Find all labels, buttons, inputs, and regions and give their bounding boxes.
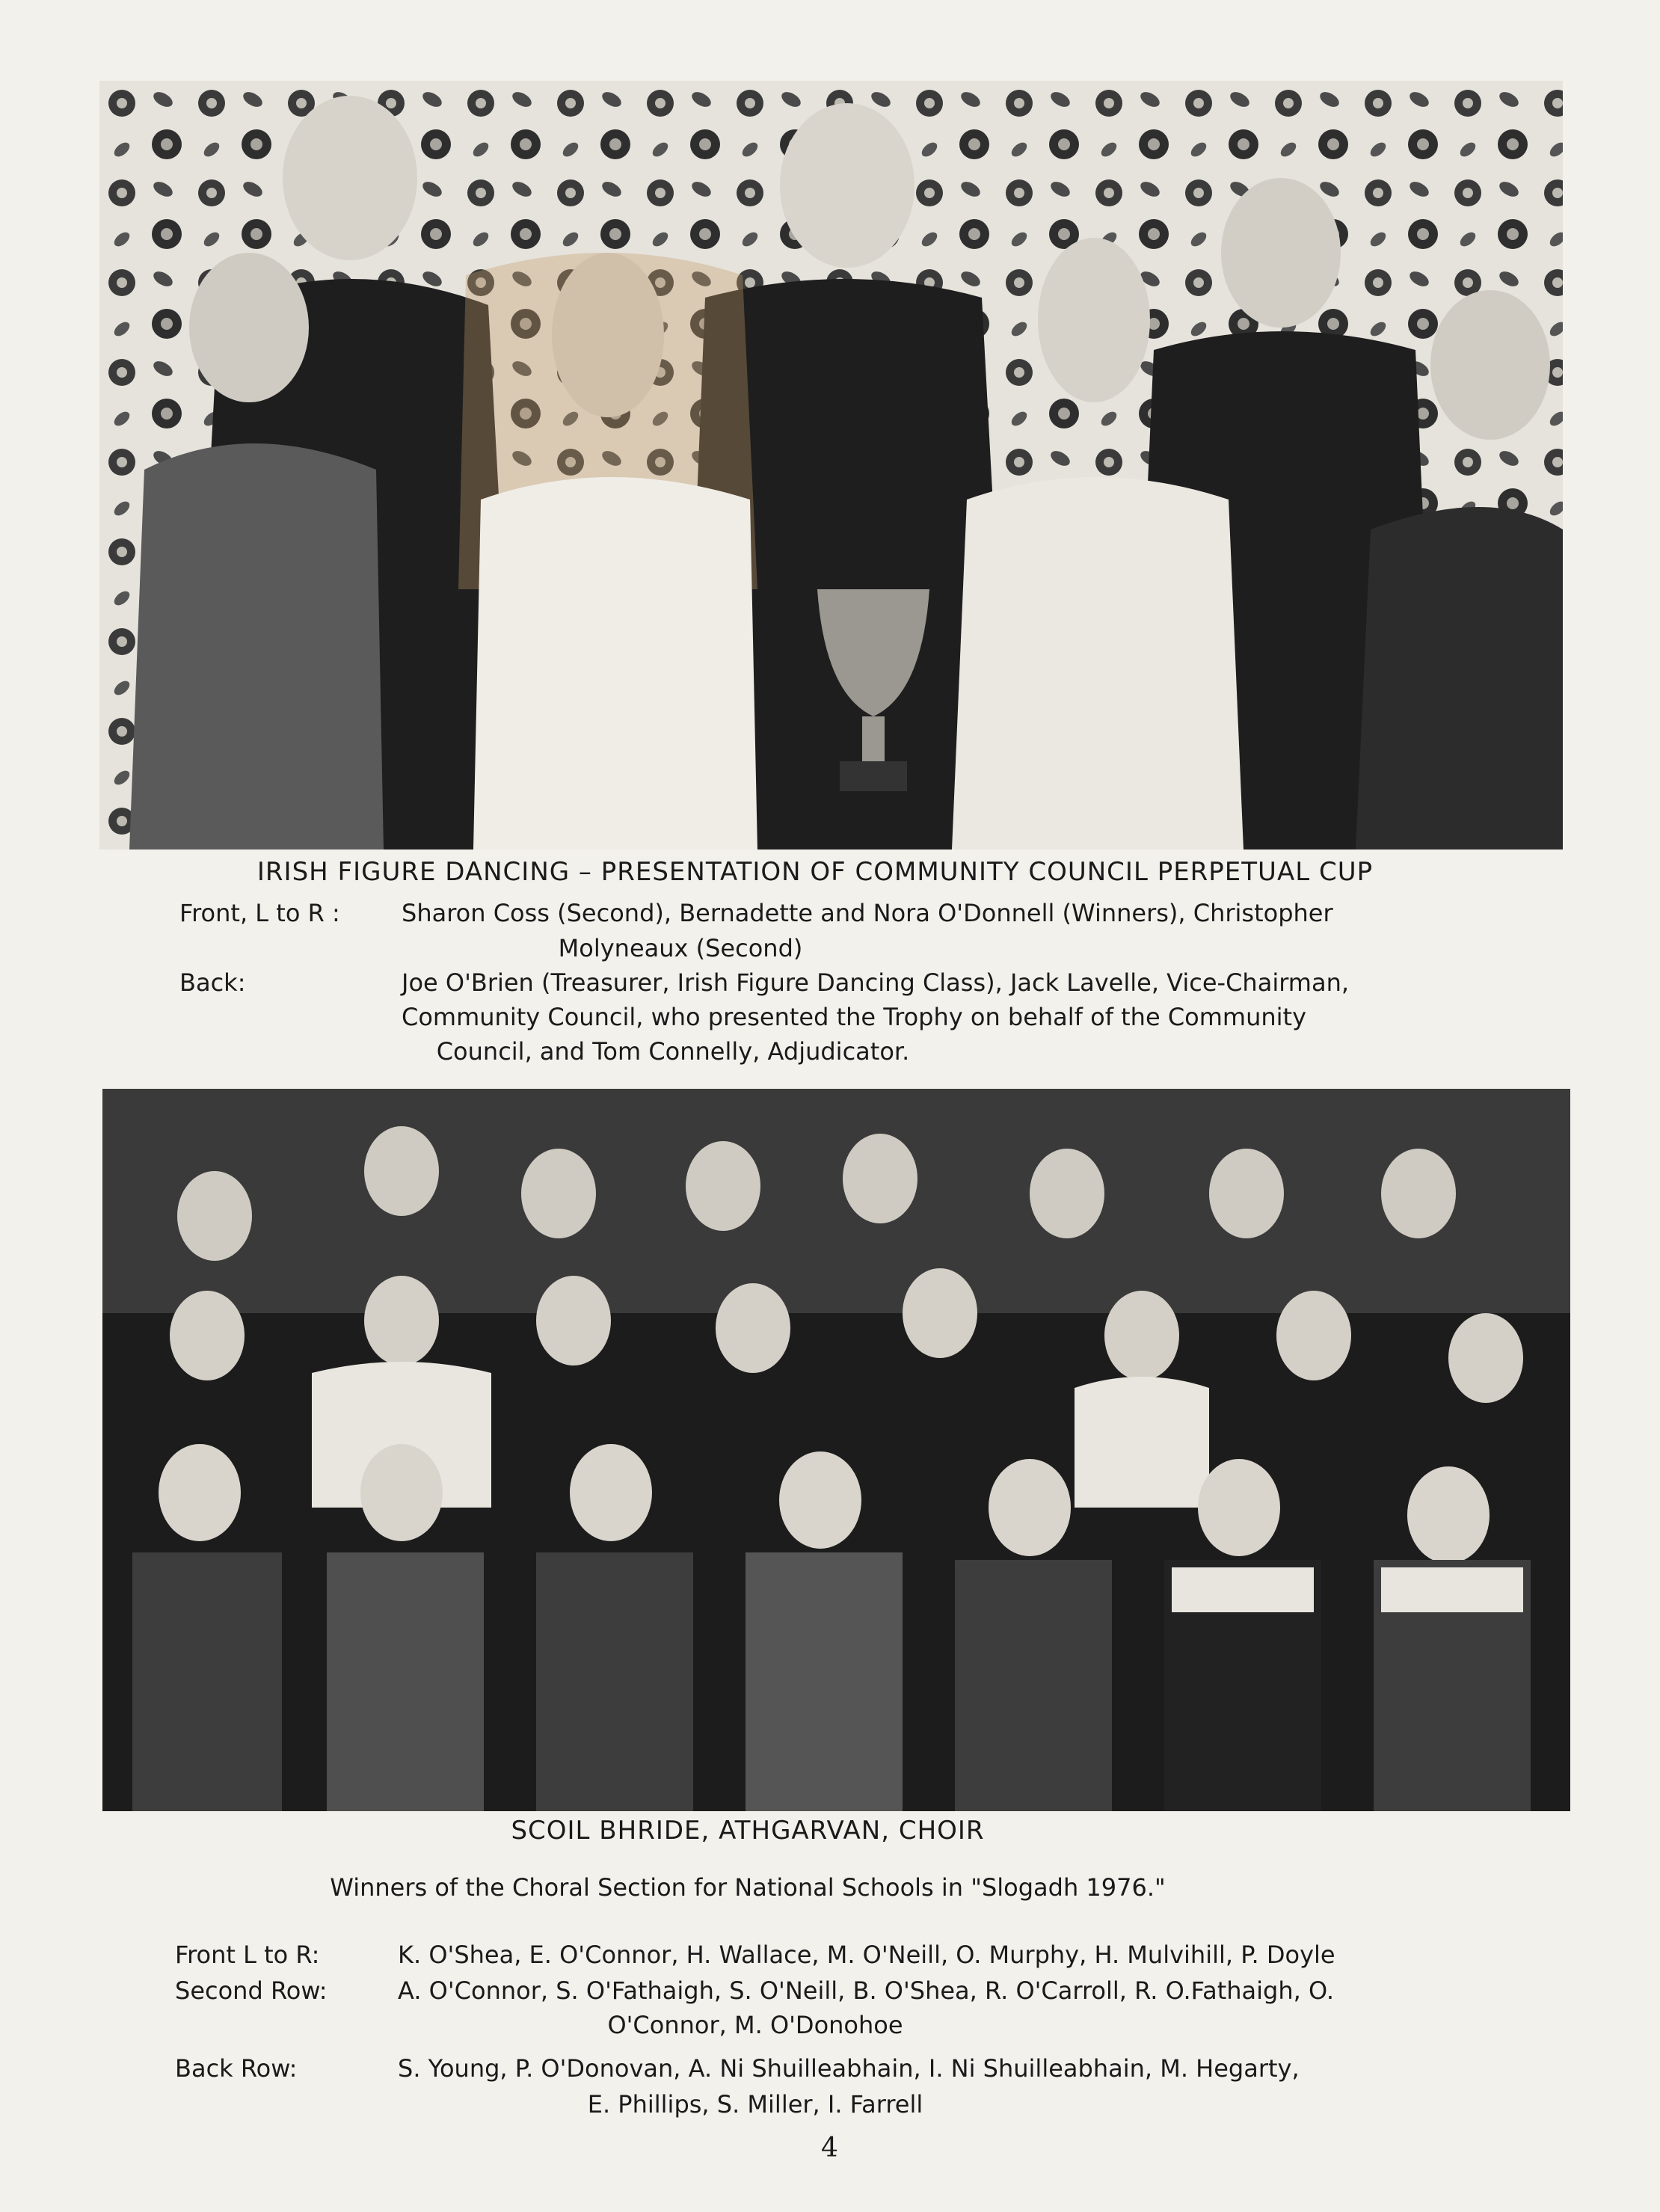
photo1-back-names: Joe O'Brien (Treasurer, Irish Figure Dancing Class), Jack Lavelle, Vice-Chairman, (402, 968, 1350, 997)
photo1-front-names-cont: Molyneaux (Second) (558, 934, 803, 962)
photo2-second-names-cont: O'Connor, M. O'Donohoe (607, 2011, 903, 2039)
presentation-photo (99, 81, 1563, 850)
photo1-front-label: Front, L to R : (179, 899, 340, 927)
choir-photo-image (102, 1089, 1570, 1811)
photo1-front-names: Sharon Coss (Second), Bernadette and Nora O'Donnell (Winners), Christopher (402, 899, 1333, 927)
choir-photo (102, 1089, 1570, 1811)
photo2-front-names: K. O'Shea, E. O'Connor, H. Wallace, M. O'Neill, O. Murphy, H. Mulvihill, P. Doyle (398, 1941, 1335, 1969)
photo2-front-label: Front L to R: (175, 1941, 320, 1969)
photo2-caption-title: SCOIL BHRIDE, ATHGARVAN, CHOIR (511, 1816, 985, 1846)
photo2-back-names: S. Young, P. O'Donovan, A. Ni Shuilleabhain, I. Ni Shuilleabhain, M. Hegarty, (398, 2054, 1300, 2083)
photo2-second-label: Second Row: (175, 1976, 328, 2005)
photo2-subtitle: Winners of the Choral Section for National Schools in "Slogadh 1976." (330, 1873, 1166, 1902)
photo1-caption-title: IRISH FIGURE DANCING – PRESENTATION OF COMMUNITY COUNCIL PERPETUAL CUP (256, 857, 1374, 887)
photo2-back-label: Back Row: (175, 2054, 298, 2083)
photo1-back-names-end: Council, and Tom Connelly, Adjudicator. (436, 1037, 910, 1066)
presentation-photo-image (99, 81, 1563, 850)
photo1-back-label: Back: (179, 968, 246, 997)
photo1-back-names-cont: Community Council, who presented the Trophy on behalf of the Community (402, 1003, 1307, 1031)
photo2-back-names-cont: E. Phillips, S. Miller, I. Farrell (587, 2090, 923, 2119)
page-number: 4 (821, 2133, 838, 2163)
photo2-second-names: A. O'Connor, S. O'Fathaigh, S. O'Neill, B. O'Shea, R. O'Carroll, R. O.Fathaigh, O. (398, 1976, 1335, 2005)
